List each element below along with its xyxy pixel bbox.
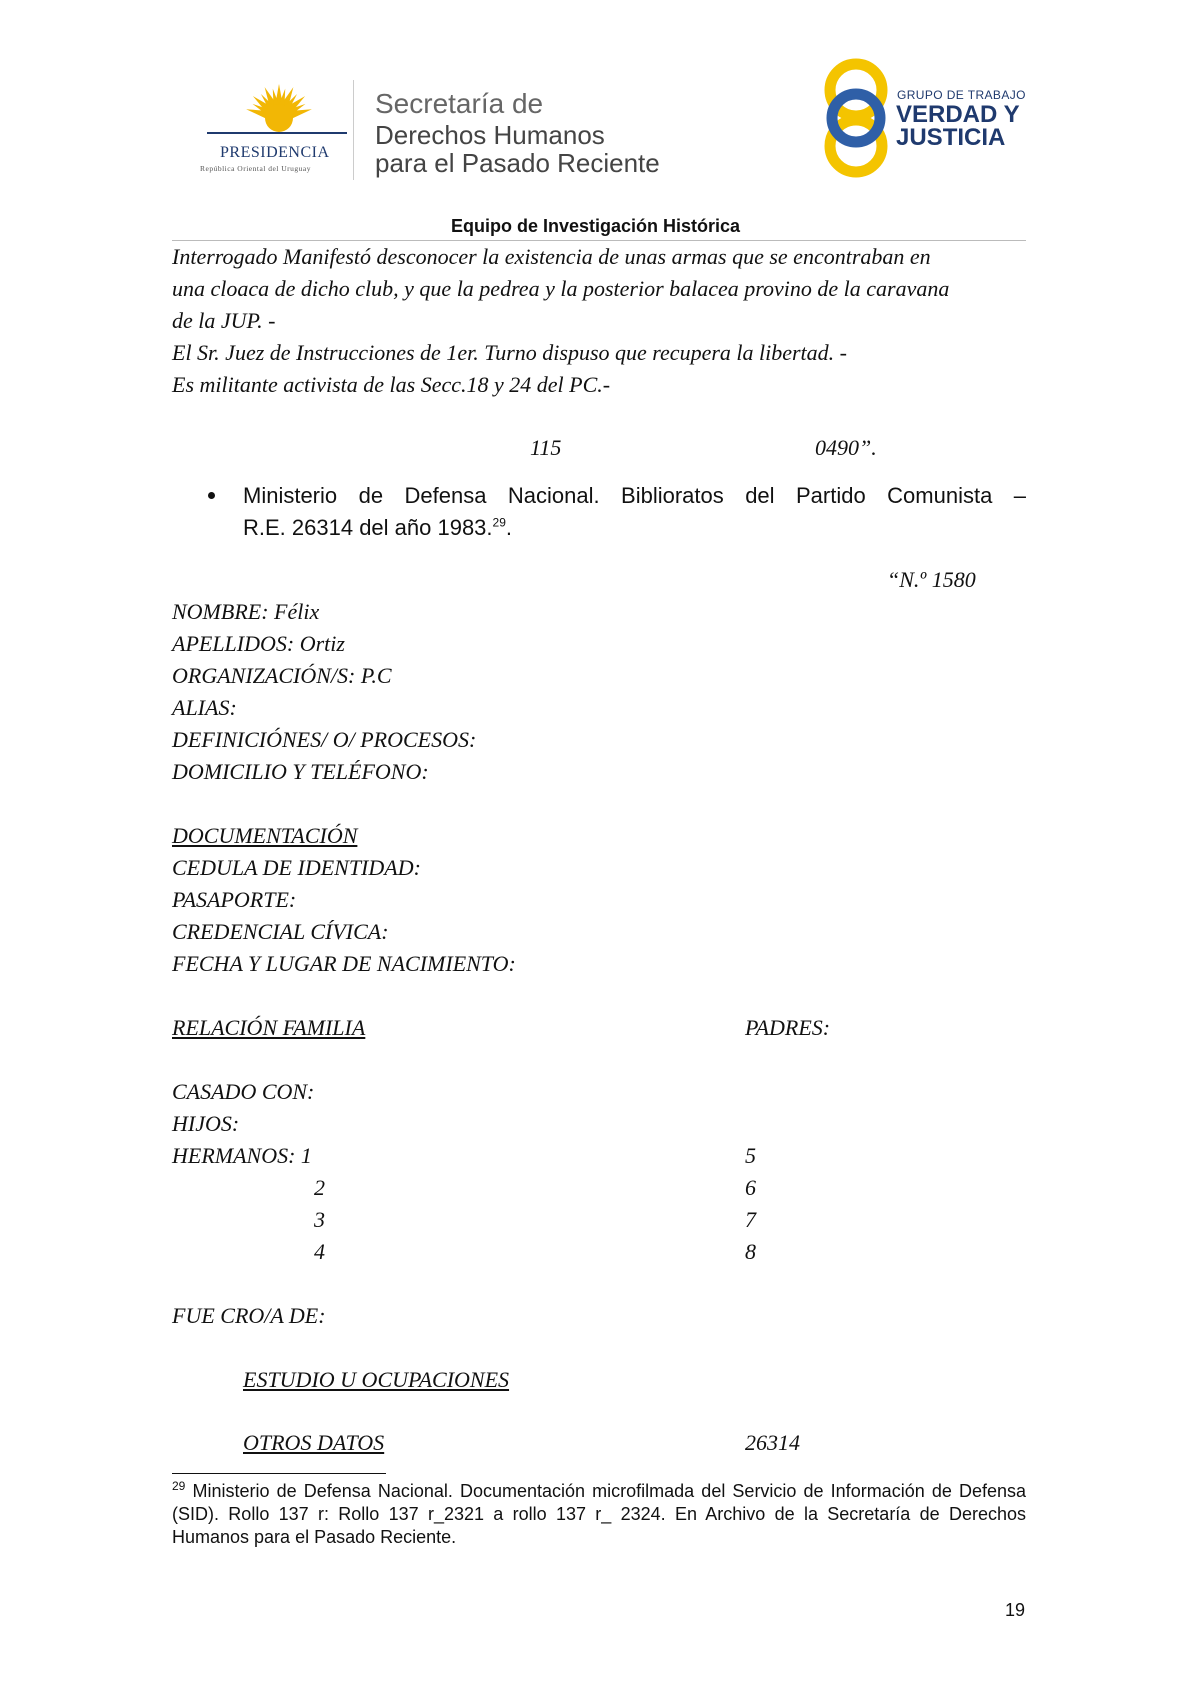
section-documentacion: DOCUMENTACIÓN — [172, 823, 358, 848]
ref-b: 0490”. — [815, 435, 877, 460]
otros-datos-value: 26314 — [745, 1430, 800, 1455]
bullet-dot — [208, 492, 215, 499]
section-estudio: ESTUDIO U OCUPACIONES — [243, 1367, 510, 1392]
field-nombre: NOMBRE: Félix — [172, 599, 320, 624]
footnote-number: 29 — [172, 1479, 186, 1493]
field-credencial: CREDENCIAL CÍVICA: — [172, 919, 389, 944]
presidencia-subtitle: República Oriental del Uruguay — [200, 164, 312, 173]
bullet-line1: Ministerio de Defensa Nacional. Biblioratos del Partido Comunista – — [243, 483, 1026, 508]
bullet-line2 — [243, 512, 512, 544]
hermano-4: 4 — [314, 1239, 325, 1264]
hermano-7: 7 — [745, 1207, 756, 1232]
field-hermanos: HERMANOS: 1 — [172, 1143, 312, 1168]
ref-a: 115 — [530, 435, 562, 460]
header-divider — [353, 80, 354, 180]
field-definiciones: DEFINICIÓNES/ O/ PROCESOS: — [172, 727, 477, 752]
section-otros-datos: OTROS DATOS — [243, 1430, 385, 1455]
field-padres: PADRES: — [745, 1015, 831, 1040]
bullet-line2-text: R.E. 26314 del año 1983. — [243, 515, 493, 540]
field-casado: CASADO CON: — [172, 1079, 315, 1104]
field-pasaporte: PASAPORTE: — [172, 887, 297, 912]
hermano-3: 3 — [314, 1207, 325, 1232]
page-number: 19 — [1005, 1600, 1026, 1620]
footnote-rule — [172, 1473, 386, 1474]
grupo-label: GRUPO DE TRABAJO — [897, 88, 1026, 102]
justicia-label: JUSTICIA — [896, 124, 1006, 151]
footnote-ref[interactable]: 29 — [492, 515, 506, 530]
para1-line2: una cloaca de dicho club, y que la pedrea y la posterior balacea provino de la caravana — [172, 276, 950, 301]
section-relacion-familia: RELACIÓN FAMILIA — [172, 1015, 366, 1040]
field-organizacion: ORGANIZACIÓN/S: P.C — [172, 663, 392, 688]
field-cedula: CEDULA DE IDENTIDAD: — [172, 855, 421, 880]
field-apellidos: APELLIDOS: Ortiz — [172, 631, 345, 656]
field-alias: ALIAS: — [172, 695, 237, 720]
footnote-text: Ministerio de Defensa Nacional. Documentación microfilmada del Servicio de Información de Defensa (SID). Rollo 137 r: Rollo 137 r_2321 a rollo 137 r_ 2324. En Archivo de la Secretaría de Derechos Humanos para el Pasado Reciente. — [172, 1481, 1026, 1547]
hermano-5: 5 — [745, 1143, 756, 1168]
team-title: Equipo de Investigación Histórica — [450, 216, 741, 236]
bullet-line2-end: . — [505, 515, 513, 540]
field-hijos: HIJOS: — [172, 1111, 240, 1136]
record-number: “N.º 1580 — [887, 567, 976, 592]
presidencia-label: PRESIDENCIA — [220, 144, 330, 161]
field-domicilio: DOMICILIO Y TELÉFONO: — [172, 759, 429, 784]
verdad-label: VERDAD Y — [896, 101, 1020, 128]
field-fecha-lugar: FECHA Y LUGAR DE NACIMIENTO: — [172, 951, 516, 976]
para1-line3: de la JUP. - — [172, 308, 276, 333]
hermano-6: 6 — [745, 1175, 756, 1200]
footnote — [172, 1480, 1026, 1549]
hermano-8: 8 — [745, 1239, 756, 1264]
para3: Es militante activista de las Secc.18 y 24 del PC.- — [172, 372, 611, 397]
field-fue-cro: FUE CRO/A DE: — [172, 1303, 326, 1328]
secretaria-line2: Derechos Humanos — [375, 120, 605, 150]
hermano-2: 2 — [314, 1175, 325, 1200]
para2: El Sr. Juez de Instrucciones de 1er. Turno dispuso que recupera la libertad. - — [172, 340, 847, 365]
secretaria-line3: para el Pasado Reciente — [375, 148, 660, 178]
secretaria-line1: Secretaría de — [375, 88, 544, 119]
para1-line1: Interrogado Manifestó desconocer la existencia de unas armas que se encontraban en — [172, 244, 931, 269]
